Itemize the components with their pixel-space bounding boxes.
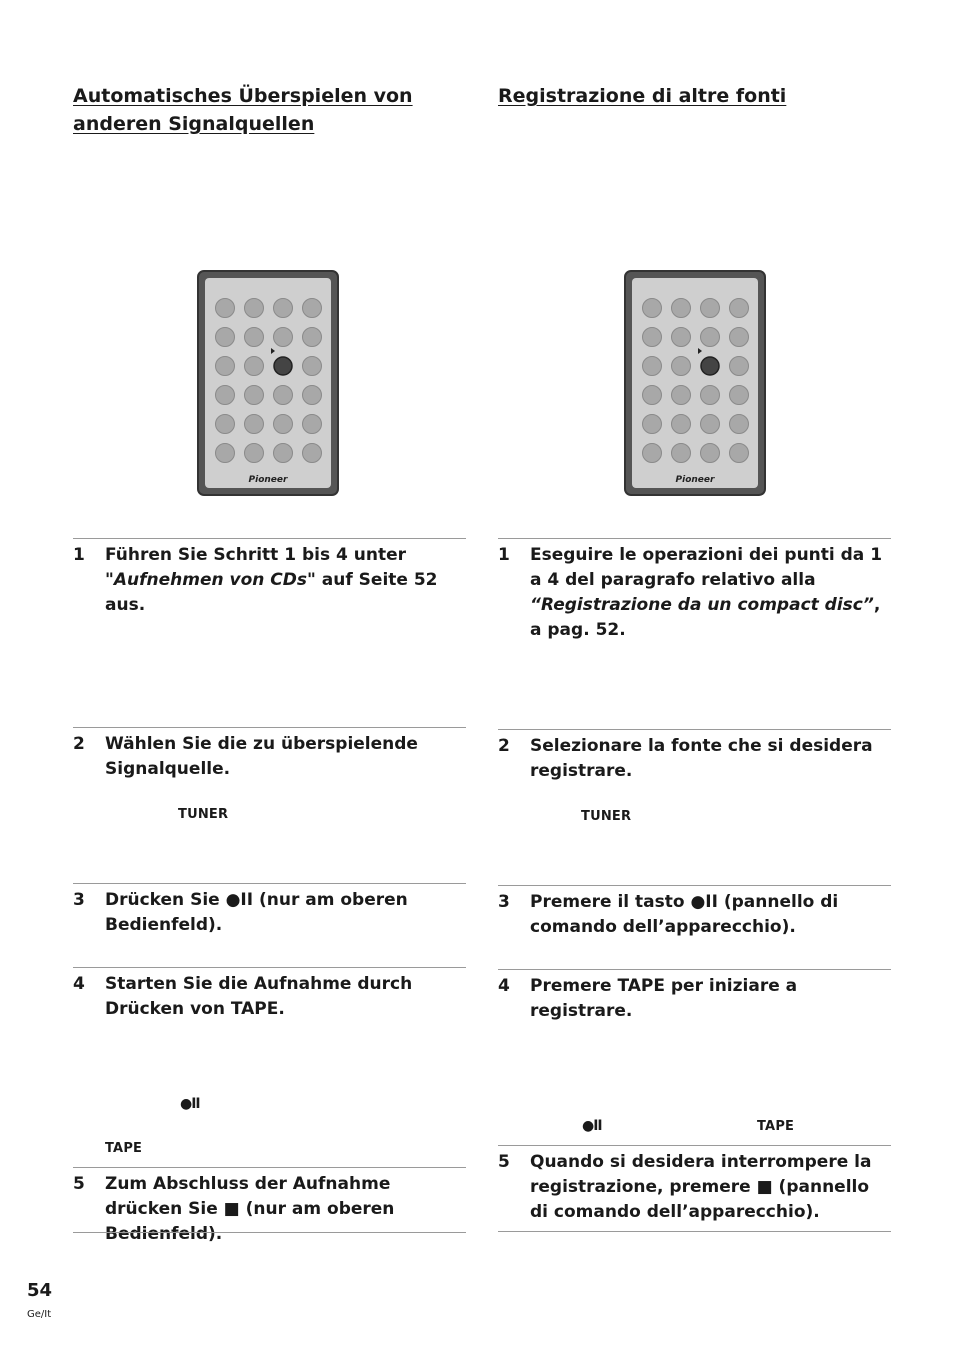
remote-button <box>730 386 749 405</box>
divider <box>73 1167 466 1168</box>
remote-button <box>303 415 322 434</box>
remote-button <box>643 386 662 405</box>
remote-button <box>643 357 662 376</box>
step-2-it: 2 Selezionare la fonte che si desidera registrare. <box>498 736 873 781</box>
remote-button <box>643 415 662 434</box>
remote-button <box>730 328 749 347</box>
divider <box>73 883 466 884</box>
section-heading-it: Registrazione di altre fonti <box>498 85 787 107</box>
remote-button <box>730 357 749 376</box>
remote-button <box>701 386 720 405</box>
remote-button <box>303 299 322 318</box>
divider <box>498 538 891 539</box>
step-3-it: 3 Premere il tasto ●II (pannello di comando dell’apparecchio). <box>498 892 839 937</box>
remote-brand-logo: Pioneer <box>675 475 715 485</box>
remote-button <box>274 415 293 434</box>
tuner-label-it: TUNER <box>581 809 632 824</box>
step-2-de: 2 Wählen Sie die zu überspielende Signalquelle. <box>73 734 418 779</box>
step-1-de: 1 Führen Sie Schritt 1 bis 4 unter "Aufnehmen von CDs" auf Seite 52 aus. <box>73 545 438 615</box>
remote-button <box>245 386 264 405</box>
remote-button <box>216 328 235 347</box>
divider <box>498 969 891 970</box>
remote-button <box>274 299 293 318</box>
step-3-de: 3 Drücken Sie ●II (nur am oberen Bedienfeld). <box>73 890 408 935</box>
remote-button <box>274 444 293 463</box>
remote-button <box>643 328 662 347</box>
remote-button <box>274 328 293 347</box>
remote-button <box>303 328 322 347</box>
step-4-de: 4 Starten Sie die Aufnahme durch Drücken von TAPE. <box>73 974 413 1019</box>
remote-button <box>245 357 264 376</box>
remote-button <box>701 415 720 434</box>
remote-button <box>672 299 691 318</box>
remote-button <box>303 386 322 405</box>
remote-button <box>274 386 293 405</box>
remote-button <box>245 299 264 318</box>
remote-button <box>216 299 235 318</box>
tape-label-it: TAPE <box>757 1119 795 1134</box>
divider <box>73 967 466 968</box>
page-number: 54 <box>27 1280 53 1301</box>
divider <box>498 1231 891 1232</box>
rec-pause-symbol-de: ●II <box>180 1096 200 1112</box>
remote-button <box>730 444 749 463</box>
remote-button <box>672 444 691 463</box>
divider <box>73 1232 466 1233</box>
language-code: Ge/It <box>27 1309 52 1320</box>
remote-button <box>672 415 691 434</box>
section-heading-de: Automatisches Überspielen von anderen Signalquellen <box>73 85 413 135</box>
remote-button <box>730 299 749 318</box>
step-5-it: 5 Quando si desidera interrompere la registrazione, premere ■ (pannello di comando dell’apparecchio). <box>498 1152 872 1222</box>
step-5-de: 5 Zum Abschluss der Aufnahme drücken Sie ■ (nur am oberen Bedienfeld). <box>73 1174 395 1244</box>
remote-button <box>701 299 720 318</box>
remote-button <box>643 299 662 318</box>
remote-button <box>303 444 322 463</box>
tuner-label-de: TUNER <box>178 807 229 822</box>
remote-button <box>672 357 691 376</box>
divider <box>498 1145 891 1146</box>
remote-brand-logo: Pioneer <box>248 475 288 485</box>
remote-button <box>245 328 264 347</box>
remote-button <box>643 444 662 463</box>
remote-button <box>216 444 235 463</box>
tape-label-de: TAPE <box>105 1141 143 1156</box>
remote-button <box>303 357 322 376</box>
divider <box>73 538 466 539</box>
divider <box>498 885 891 886</box>
remote-button <box>672 328 691 347</box>
remote-button <box>701 328 720 347</box>
remote-button <box>245 415 264 434</box>
remote-button <box>672 386 691 405</box>
remote-control-illustration <box>197 270 339 496</box>
divider <box>73 727 466 728</box>
remote-button <box>216 386 235 405</box>
remote-button <box>216 357 235 376</box>
divider <box>498 729 891 730</box>
remote-button <box>245 444 264 463</box>
step-1-it: 1 Eseguire le operazioni dei punti da 1 a 4 del paragrafo relativo alla “Registrazione da un compact disc”, a pag. 52. <box>498 545 883 640</box>
remote-button <box>216 415 235 434</box>
step-4-it: 4 Premere TAPE per iniziare a registrare. <box>498 976 798 1021</box>
remote-control-illustration <box>624 270 766 496</box>
remote-button <box>701 444 720 463</box>
remote-button <box>730 415 749 434</box>
rec-pause-symbol-it: ●II <box>582 1118 602 1134</box>
